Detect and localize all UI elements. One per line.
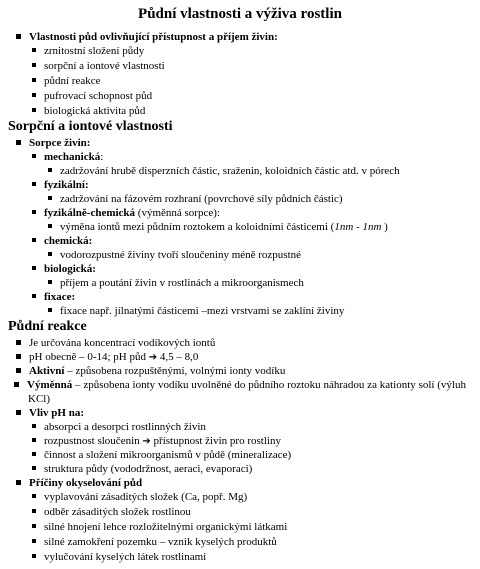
fyzchem-item-prefix: výměna iontů mezi půdním roztokem a koloidními částicemi ( bbox=[60, 221, 335, 233]
bullet-icon bbox=[48, 308, 52, 312]
list-item-vymenna bbox=[28, 378, 466, 406]
list-item bbox=[32, 420, 206, 434]
sorpce-label: Sorpce živin: bbox=[29, 137, 91, 149]
arrow-right-icon: ➔ bbox=[148, 352, 158, 363]
list-item bbox=[48, 248, 301, 262]
list-item bbox=[32, 89, 152, 103]
list-item bbox=[16, 336, 215, 350]
list-item-text: zadržování hrubě disperzních částic, sraženin, koloidních částic atd. v pórech bbox=[60, 165, 400, 177]
list-item-text: vylučování kyselých látek rostlinami bbox=[44, 551, 207, 563]
bullet-icon bbox=[32, 509, 36, 513]
list-item bbox=[32, 462, 252, 476]
heading-sorpcni: Sorpční a iontové vlastnosti bbox=[8, 119, 173, 134]
bullet-icon bbox=[16, 34, 21, 39]
bullet-icon bbox=[32, 266, 36, 270]
fyzchem-range-sep: - bbox=[353, 221, 363, 233]
list-item-fyzchem bbox=[32, 206, 220, 220]
bullet-icon bbox=[32, 108, 36, 112]
bullet-icon bbox=[32, 294, 36, 298]
list-item bbox=[32, 505, 191, 519]
bullet-icon bbox=[32, 438, 36, 442]
bullet-icon bbox=[32, 539, 36, 543]
list-item-text: sorpční a iontové vlastnosti bbox=[44, 60, 165, 72]
list-item-text: struktura půdy (vododržnost, aeraci, evaporaci) bbox=[44, 463, 253, 475]
list-item bbox=[48, 192, 343, 206]
mechanicka-label: mechanická bbox=[44, 151, 101, 163]
priciny-label: Příčiny okyselování půd bbox=[29, 477, 143, 489]
fyzchem-range-b: 1nm bbox=[362, 221, 382, 233]
list-item bbox=[32, 535, 277, 549]
list-item-text: silné zamokření pozemku – vznik kyselých produktů bbox=[44, 536, 277, 548]
fyzchem-label: fyzikálně-chemická bbox=[44, 207, 136, 219]
list-item-rozpustnost bbox=[32, 434, 281, 449]
list-item-text: půdní reakce bbox=[44, 75, 101, 87]
aktivni-label: Aktivní bbox=[29, 365, 65, 377]
list-item-text: příjem a poutání živin v rostlinách a mikroorganismech bbox=[60, 277, 304, 289]
list-item bbox=[32, 520, 287, 534]
list-item bbox=[32, 59, 165, 73]
list-item-text: zadržování na fázovém rozhraní (povrchové síly půdních částic) bbox=[60, 193, 343, 205]
bullet-icon bbox=[16, 354, 21, 359]
bullet-icon bbox=[48, 280, 52, 284]
list-item-vliv bbox=[16, 406, 84, 420]
bullet-icon bbox=[32, 494, 36, 498]
bullet-icon bbox=[16, 140, 21, 145]
fyzchem-item-suffix: ) bbox=[381, 221, 388, 233]
bullet-icon bbox=[48, 252, 52, 256]
list-item bbox=[32, 448, 291, 462]
biologicka-label: biologická: bbox=[44, 263, 96, 275]
list-item-fixace bbox=[32, 290, 75, 304]
vymenna-text: – způsobena ionty vodíku uvolněné do půdního roztoku náhradou za kationty solí (výluh KCl) bbox=[28, 379, 466, 405]
list-item-fyzikalni bbox=[32, 178, 89, 192]
list-item-ph bbox=[16, 350, 198, 365]
bullet-icon bbox=[32, 210, 36, 214]
bullet-icon bbox=[16, 480, 21, 485]
heading-pudni-reakce: Půdní reakce bbox=[8, 319, 87, 334]
chemicka-label: chemická: bbox=[44, 235, 93, 247]
rozpustnost-a: rozpustnost sloučenin bbox=[44, 435, 140, 447]
list-item-text: absorpci a desorpci rostlinných živin bbox=[44, 421, 206, 433]
bullet-vlastnosti-header bbox=[16, 30, 278, 44]
bullet-icon bbox=[32, 78, 36, 82]
bullet-icon bbox=[32, 63, 36, 67]
list-item-text: odběr zásaditých složek rostlinou bbox=[44, 506, 191, 518]
bullet-icon bbox=[32, 466, 36, 470]
list-item-text: biologická aktivita půd bbox=[44, 105, 146, 117]
mechanicka-colon: : bbox=[100, 151, 104, 163]
bullet-icon bbox=[48, 224, 52, 228]
list-item bbox=[48, 164, 400, 178]
list-item bbox=[32, 490, 247, 504]
vlastnosti-header-label: Vlastnosti půd ovlivňující přístupnost a příjem živin: bbox=[29, 31, 278, 43]
list-item-mechanicka bbox=[32, 150, 103, 164]
bullet-icon bbox=[16, 410, 21, 415]
fyzikalni-label: fyzikální: bbox=[44, 179, 89, 191]
bullet-sorpce bbox=[16, 136, 90, 150]
list-item-text: zrnitostní složení půdy bbox=[44, 45, 145, 57]
list-item-priciny bbox=[16, 476, 142, 490]
list-item bbox=[48, 276, 304, 290]
fixace-label: fixace: bbox=[44, 291, 76, 303]
bullet-icon bbox=[16, 368, 21, 373]
page-title: Půdní vlastnosti a výživa rostlin bbox=[138, 6, 342, 22]
bullet-icon bbox=[32, 452, 36, 456]
list-item-text: Je určována koncentrací vodíkových iontů bbox=[29, 337, 216, 349]
bullet-icon bbox=[32, 238, 36, 242]
bullet-icon bbox=[32, 48, 36, 52]
list-item bbox=[48, 220, 388, 234]
list-item-text: činnost a složení mikroorganismů v půdě (mineralizace) bbox=[44, 449, 292, 461]
list-item bbox=[32, 74, 101, 88]
list-item bbox=[48, 304, 344, 318]
bullet-icon bbox=[16, 340, 21, 345]
list-item bbox=[32, 44, 144, 58]
vliv-label: Vliv pH na: bbox=[29, 407, 85, 419]
list-item-text: fixace např. jílnatými částicemi –mezi vrstvami se zaklíní živiny bbox=[60, 305, 345, 317]
list-item-biologicka bbox=[32, 262, 96, 276]
bullet-icon bbox=[32, 182, 36, 186]
bullet-icon bbox=[32, 554, 36, 558]
rozpustnost-b: přístupnost živin pro rostliny bbox=[153, 435, 281, 447]
list-item-chemicka bbox=[32, 234, 92, 248]
aktivni-text: – způsobena rozpuštěnými, volnými ionty vodíku bbox=[64, 365, 286, 377]
bullet-icon bbox=[48, 196, 52, 200]
list-item-aktivni bbox=[16, 364, 285, 378]
fyzchem-range-a: 1nm bbox=[334, 221, 354, 233]
bullet-icon bbox=[14, 382, 19, 387]
list-item bbox=[32, 550, 206, 564]
fyzchem-note: (výměnná sorpce): bbox=[135, 207, 220, 219]
list-item-text: pufrovací schopnost půd bbox=[44, 90, 153, 102]
bullet-icon bbox=[32, 93, 36, 97]
list-item-text: vyplavování zásaditých složek (Ca, popř. Mg) bbox=[44, 491, 248, 503]
bullet-icon bbox=[48, 168, 52, 172]
list-item-text: vodorozpustné živiny tvoří sloučeniny méně rozpustné bbox=[60, 249, 302, 261]
bullet-icon bbox=[32, 524, 36, 528]
ph-text-b: 4,5 – 8,0 bbox=[159, 351, 199, 363]
list-item-text: silné hnojení lehce rozložitelnými organickými látkami bbox=[44, 521, 288, 533]
bullet-icon bbox=[32, 424, 36, 428]
list-item bbox=[32, 104, 145, 118]
arrow-right-icon: ➔ bbox=[142, 436, 151, 447]
vymenna-label: Výměnná bbox=[27, 379, 73, 391]
bullet-icon bbox=[32, 154, 36, 158]
ph-text-a: pH obecně – 0-14; pH půd bbox=[29, 351, 147, 363]
